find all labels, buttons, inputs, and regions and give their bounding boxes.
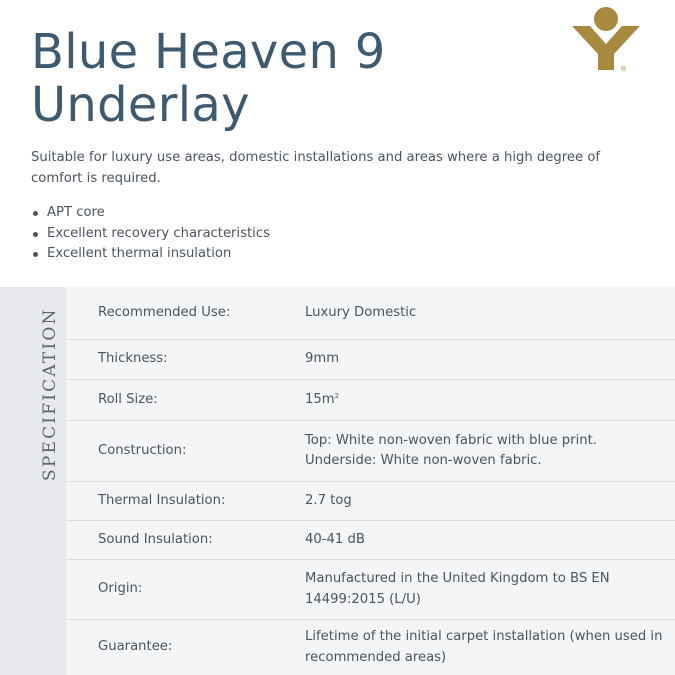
construction-top: Top: White non-woven fabric with blue print. <box>305 432 597 448</box>
product-description: Suitable for luxury use areas, domestic installations and areas where a high degree of comfort is required. <box>31 150 601 186</box>
spec-value-thermal-insulation: 2.7 tog <box>305 492 352 508</box>
spec-label-sound-insulation: Sound Insulation: <box>98 531 213 547</box>
spec-row-thickness <box>66 340 675 380</box>
spec-label-construction: Construction: <box>98 442 187 458</box>
spec-row-sound-insulation <box>66 521 675 560</box>
spec-value-construction <box>305 421 665 481</box>
brand-logo-icon <box>570 4 642 74</box>
spec-row-roll-size <box>66 380 675 421</box>
feature-list <box>31 203 270 265</box>
product-title-line-1: Blue Heaven 9 <box>31 24 386 80</box>
spec-label-guarantee: Guarantee: <box>98 639 173 655</box>
spec-value-sound-insulation: 40-41 dB <box>305 531 365 547</box>
specification-sidebar <box>0 287 66 675</box>
feature-item: APT core <box>31 203 270 224</box>
roll-size-value: 15m <box>305 391 335 407</box>
specification-section <box>0 287 675 675</box>
product-title <box>31 26 386 132</box>
construction-underside: Underside: White non-woven fabric. <box>305 453 542 468</box>
feature-item: Excellent thermal insulation <box>31 244 270 265</box>
spec-value-recommended-use: Luxury Domestic <box>305 304 417 320</box>
spec-value-thickness: 9mm <box>305 351 340 367</box>
specification-label: SPECIFICATION <box>40 307 60 481</box>
product-title-line-2: Underlay <box>31 77 250 133</box>
spec-row-recommended-use <box>66 287 675 340</box>
spec-label-origin: Origin: <box>98 581 143 597</box>
spec-row-thermal-insulation <box>66 482 675 521</box>
feature-item: Excellent recovery characteristics <box>31 224 270 245</box>
spec-value-roll-size: 15m $^2$ <box>305 380 665 420</box>
spec-row-guarantee <box>66 620 675 675</box>
spec-label-thickness: Thickness: <box>98 351 168 367</box>
spec-label-thermal-insulation: Thermal Insulation: <box>98 492 226 508</box>
spec-label-recommended-use: Recommended Use: <box>98 304 231 320</box>
spec-value-guarantee: Lifetime of the initial carpet installation (when used in recommended areas) <box>305 629 663 665</box>
spec-row-construction <box>66 421 675 482</box>
spec-row-origin <box>66 560 675 620</box>
spec-label-roll-size: Roll Size: <box>98 391 158 407</box>
registered-mark: ® <box>620 65 627 73</box>
spec-value-origin: Manufactured in the United Kingdom to BS EN 14499:2015 (L/U) <box>305 571 610 607</box>
